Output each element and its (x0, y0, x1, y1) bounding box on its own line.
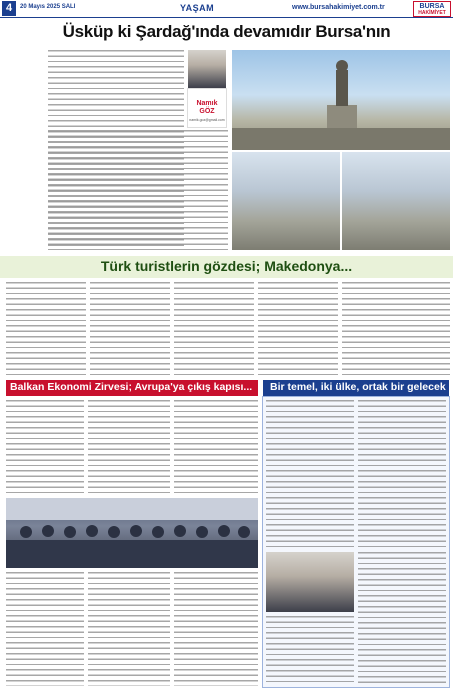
author-last-name: GÖZ (199, 108, 215, 115)
summit-column-4 (6, 572, 84, 686)
article-column-2 (48, 130, 228, 250)
unity-column-3 (266, 616, 354, 686)
summit-column-2 (88, 400, 170, 496)
unity-headline: Bir temel, iki ülke, ortak bir gelecek (270, 381, 446, 393)
logo-line-1: BURSA (419, 3, 445, 10)
issue-date: 20 Mayıs 2025 SALI (20, 4, 76, 10)
article-column-3 (6, 282, 86, 376)
logo-line-2: HAKİMİYET (418, 10, 446, 16)
author-first-name: Namık (196, 100, 218, 107)
unity-photo (266, 552, 354, 612)
summit-column-5 (88, 572, 170, 686)
author-photo (188, 50, 226, 88)
article-column-6 (258, 282, 338, 376)
article-column-4 (90, 282, 170, 376)
unity-column-1 (266, 400, 354, 550)
summit-column-3 (174, 400, 258, 496)
author-email[interactable]: namik.goz@gmail.com (189, 118, 225, 122)
summit-column-1 (6, 400, 84, 496)
skopje-statue-photo (232, 50, 450, 150)
caption-line-left (232, 252, 342, 254)
city-street-photo (232, 152, 340, 250)
summit-headline: Balkan Ekonomi Zirvesi; Avrupa'ya çıkış kapısı... (10, 381, 253, 393)
author-name (189, 100, 225, 116)
statue-illustration (232, 50, 450, 150)
unity-column-2 (358, 400, 446, 550)
main-headline: Üsküp ki Şardağ'ında devamıdır Bursa'nın (62, 22, 391, 41)
page-number: 4 (2, 1, 16, 16)
page-header (0, 0, 453, 18)
article-column-5 (174, 282, 254, 376)
newspaper-logo (413, 1, 451, 17)
summit-column-6 (174, 572, 258, 686)
crowd-illustration (6, 498, 258, 568)
article-column-7 (342, 282, 450, 376)
summit-group-photo (6, 498, 258, 568)
section-title: YAŞAM (180, 3, 215, 13)
second-headline: Türk turistlerin gözdesi; Makedonya... (100, 258, 353, 274)
website-link[interactable]: www.bursahakimiyet.com.tr (292, 4, 385, 11)
fortress-photo (342, 152, 450, 250)
unity-column-4 (358, 552, 446, 686)
